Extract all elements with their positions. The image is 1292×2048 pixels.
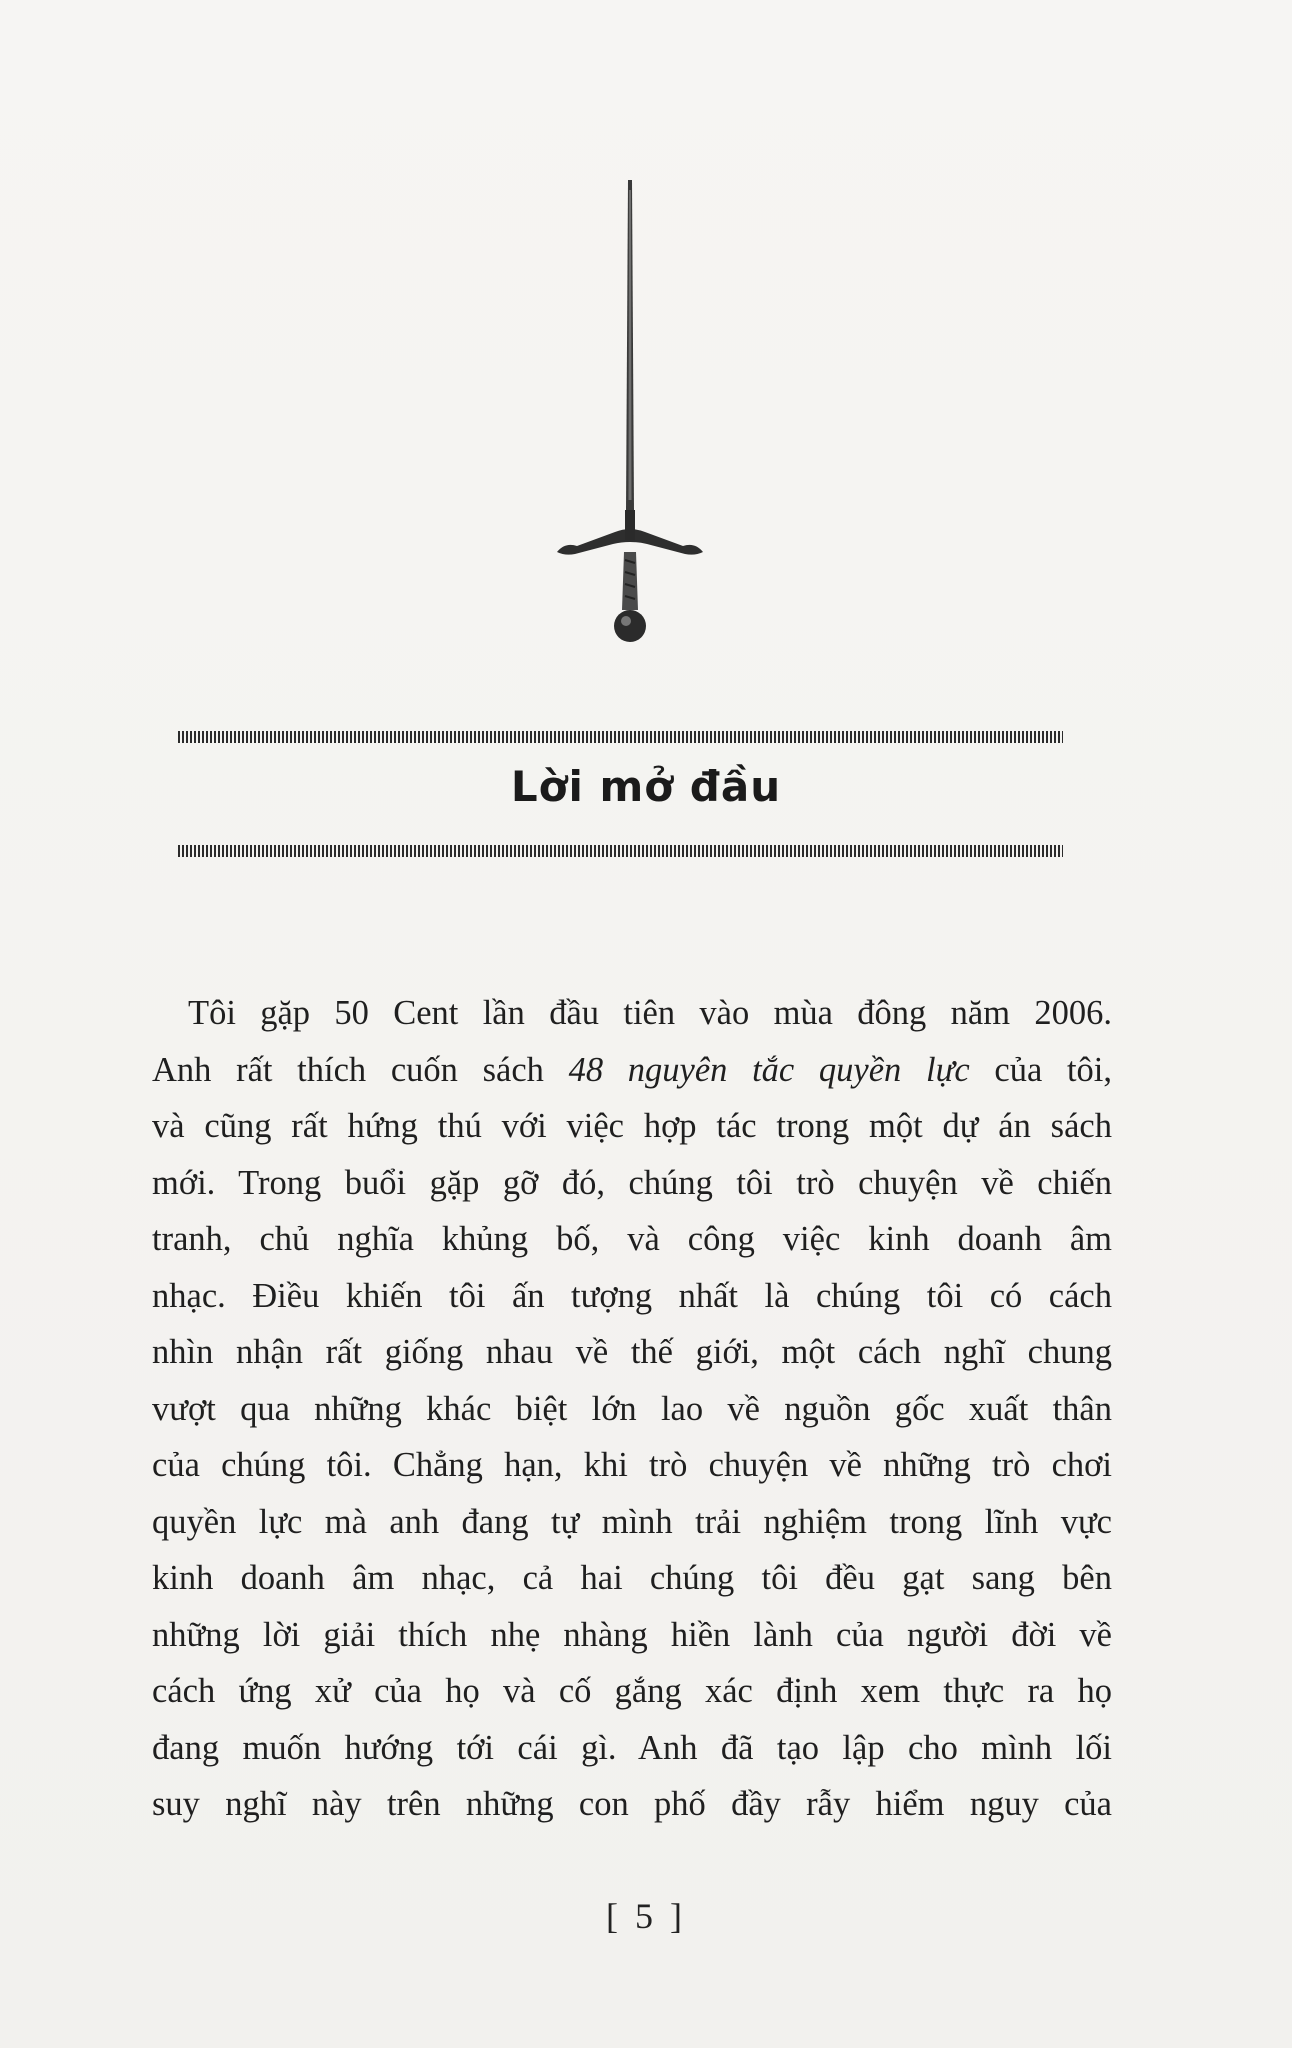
text-line: tranh, chủ nghĩa khủng bố, và công việc kinh doanh âm (152, 1220, 1112, 1258)
text-line: suy nghĩ này trên những con phố đầy rẫy hiểm nguy của (152, 1785, 1112, 1823)
page-number: [ 5 ] (606, 1896, 686, 1936)
text-line: Tôi gặp 50 Cent lần đầu tiên vào mùa đông năm 2006. (188, 994, 1112, 1032)
decorative-rule-top (178, 731, 1063, 743)
sword-icon (555, 180, 705, 660)
text-line: những lời giải thích nhẹ nhàng hiền lành của người đời về (152, 1615, 1112, 1654)
text-segment: Anh rất thích cuốn sách (152, 1050, 544, 1089)
chapter-title: Lời mở đầu (510, 762, 782, 811)
decorative-rule-bottom (178, 845, 1063, 857)
body-paragraph (152, 985, 1112, 1833)
text-line: quyền lực mà anh đang tự mình trải nghiệm trong lĩnh vực (152, 1502, 1112, 1541)
text-line: mới. Trong buổi gặp gỡ đó, chúng tôi trò chuyện về chiến (152, 1163, 1112, 1202)
text-segment: của tôi, (994, 1050, 1112, 1089)
text-line: nhìn nhận rất giống nhau về thế giới, một cách nghĩ chung (152, 1333, 1112, 1371)
book-title: 48 nguyên tắc quyền lực (568, 1050, 970, 1089)
text-line: của chúng tôi. Chẳng hạn, khi trò chuyện về những trò chơi (152, 1446, 1112, 1484)
text-line: đang muốn hướng tới cái gì. Anh đã tạo lập cho mình lối (152, 1728, 1112, 1767)
text-line: vượt qua những khác biệt lớn lao về nguồn gốc xuất thân (152, 1389, 1112, 1428)
text-line (152, 1042, 1112, 1099)
text-line: nhạc. Điều khiến tôi ấn tượng nhất là chúng tôi có cách (152, 1276, 1112, 1315)
text-line: và cũng rất hứng thú với việc hợp tác trong một dự án sách (152, 1107, 1112, 1145)
text-line: cách ứng xử của họ và cố gắng xác định xem thực ra họ (152, 1672, 1112, 1710)
text-line: kinh doanh âm nhạc, cả hai chúng tôi đều gạt sang bên (152, 1559, 1112, 1597)
